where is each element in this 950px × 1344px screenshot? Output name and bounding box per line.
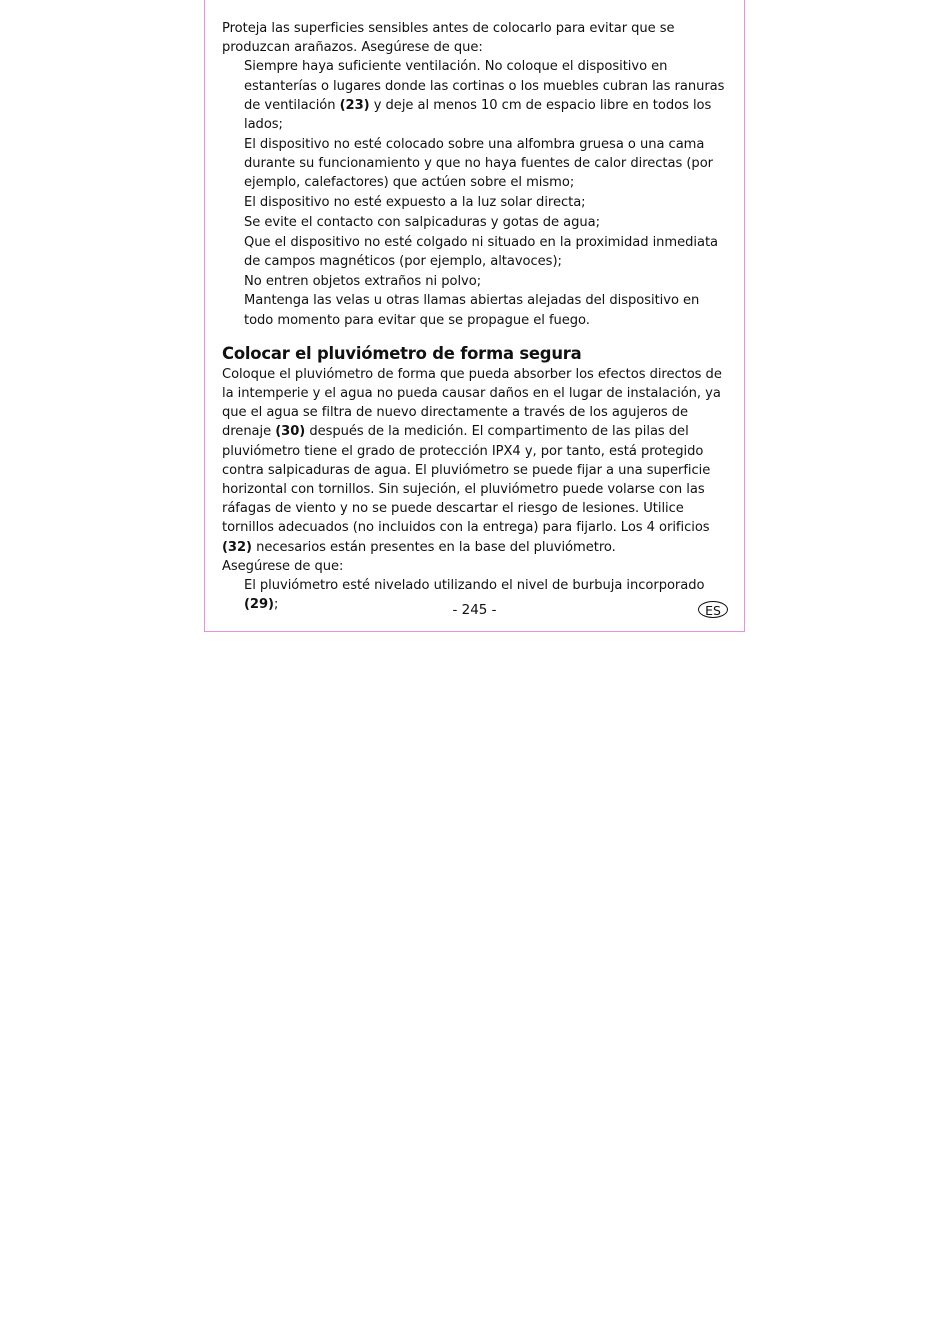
reference-number: (30) [275,424,306,440]
list-item: El dispositivo no esté colocado sobre una alfombra gruesa o una cama durante su funcionamiento y que no haya fuentes de calor directas (por ejemplo, calefactores) que actúen sobre el mismo; [244,136,713,191]
intro-paragraph: Proteja las superficies sensibles antes de colocarlo para evitar que se produzcan arañazos. Asegúrese de que: [222,21,675,56]
reference-number: (23) [339,97,370,113]
list-item: Que el dispositivo no esté colgado ni situado en la proximidad inmediata de campos magnéticos (por ejemplo, altavoces); [244,234,719,269]
list-item: Mantenga las velas u otras llamas abiertas alejadas del dispositivo en todo momento para evitar que se propague el fuego. [244,293,700,328]
page-number: - 245 - [452,602,497,618]
language-badge: ES [698,601,728,618]
page-footer [204,600,745,620]
list-item: Siempre haya suficiente ventilación. No coloque el dispositivo en estanterías o lugares donde las cortinas o los muebles cubran las ranuras de ventilación (23) y deje al menos 10 cm de espacio libre en todos los lados; [244,59,725,133]
section-paragraph: Coloque el pluviómetro de forma que pueda absorber los efectos directos de la intemperie y el agua no pueda causar daños en el lugar de instalación, ya que el agua se filtra de nuevo directamente a través de los agujeros de drenaje (30) después de la medición. El compartimento de las pilas del pluviómetro tiene el grado de protección IPX4 y, por tanto, está protegido contra salpicaduras de agua. El pluviómetro se puede fijar a una superficie horizontal con tornillos. Sin sujeción, el pluviómetro puede volarse con las ráfagas de viento y no se puede descartar el riesgo de lesiones. Utilice tornillos adecuados (no incluidos con la entrega) para fijarlo. Los 4 orificios (32) necesarios están presentes en la base del pluviómetro. [222,366,722,555]
page-content [222,19,732,615]
ensure-text: Asegúrese de que: [222,558,344,574]
list-item: El dispositivo no esté expuesto a la luz solar directa; [244,195,586,211]
list-item: El pluviómetro esté nivelado utilizando el nivel de burbuja incorporado (29); [244,578,705,613]
list-item: No entren objetos extraños ni polvo; [244,273,482,289]
list-item: Se evite el contacto con salpicaduras y gotas de agua; [244,214,600,230]
section-heading: Colocar el pluviómetro de forma segura [222,343,582,363]
reference-number: (32) [222,539,252,555]
placement-conditions-list [222,57,732,329]
reference-number: (29) [244,597,274,613]
